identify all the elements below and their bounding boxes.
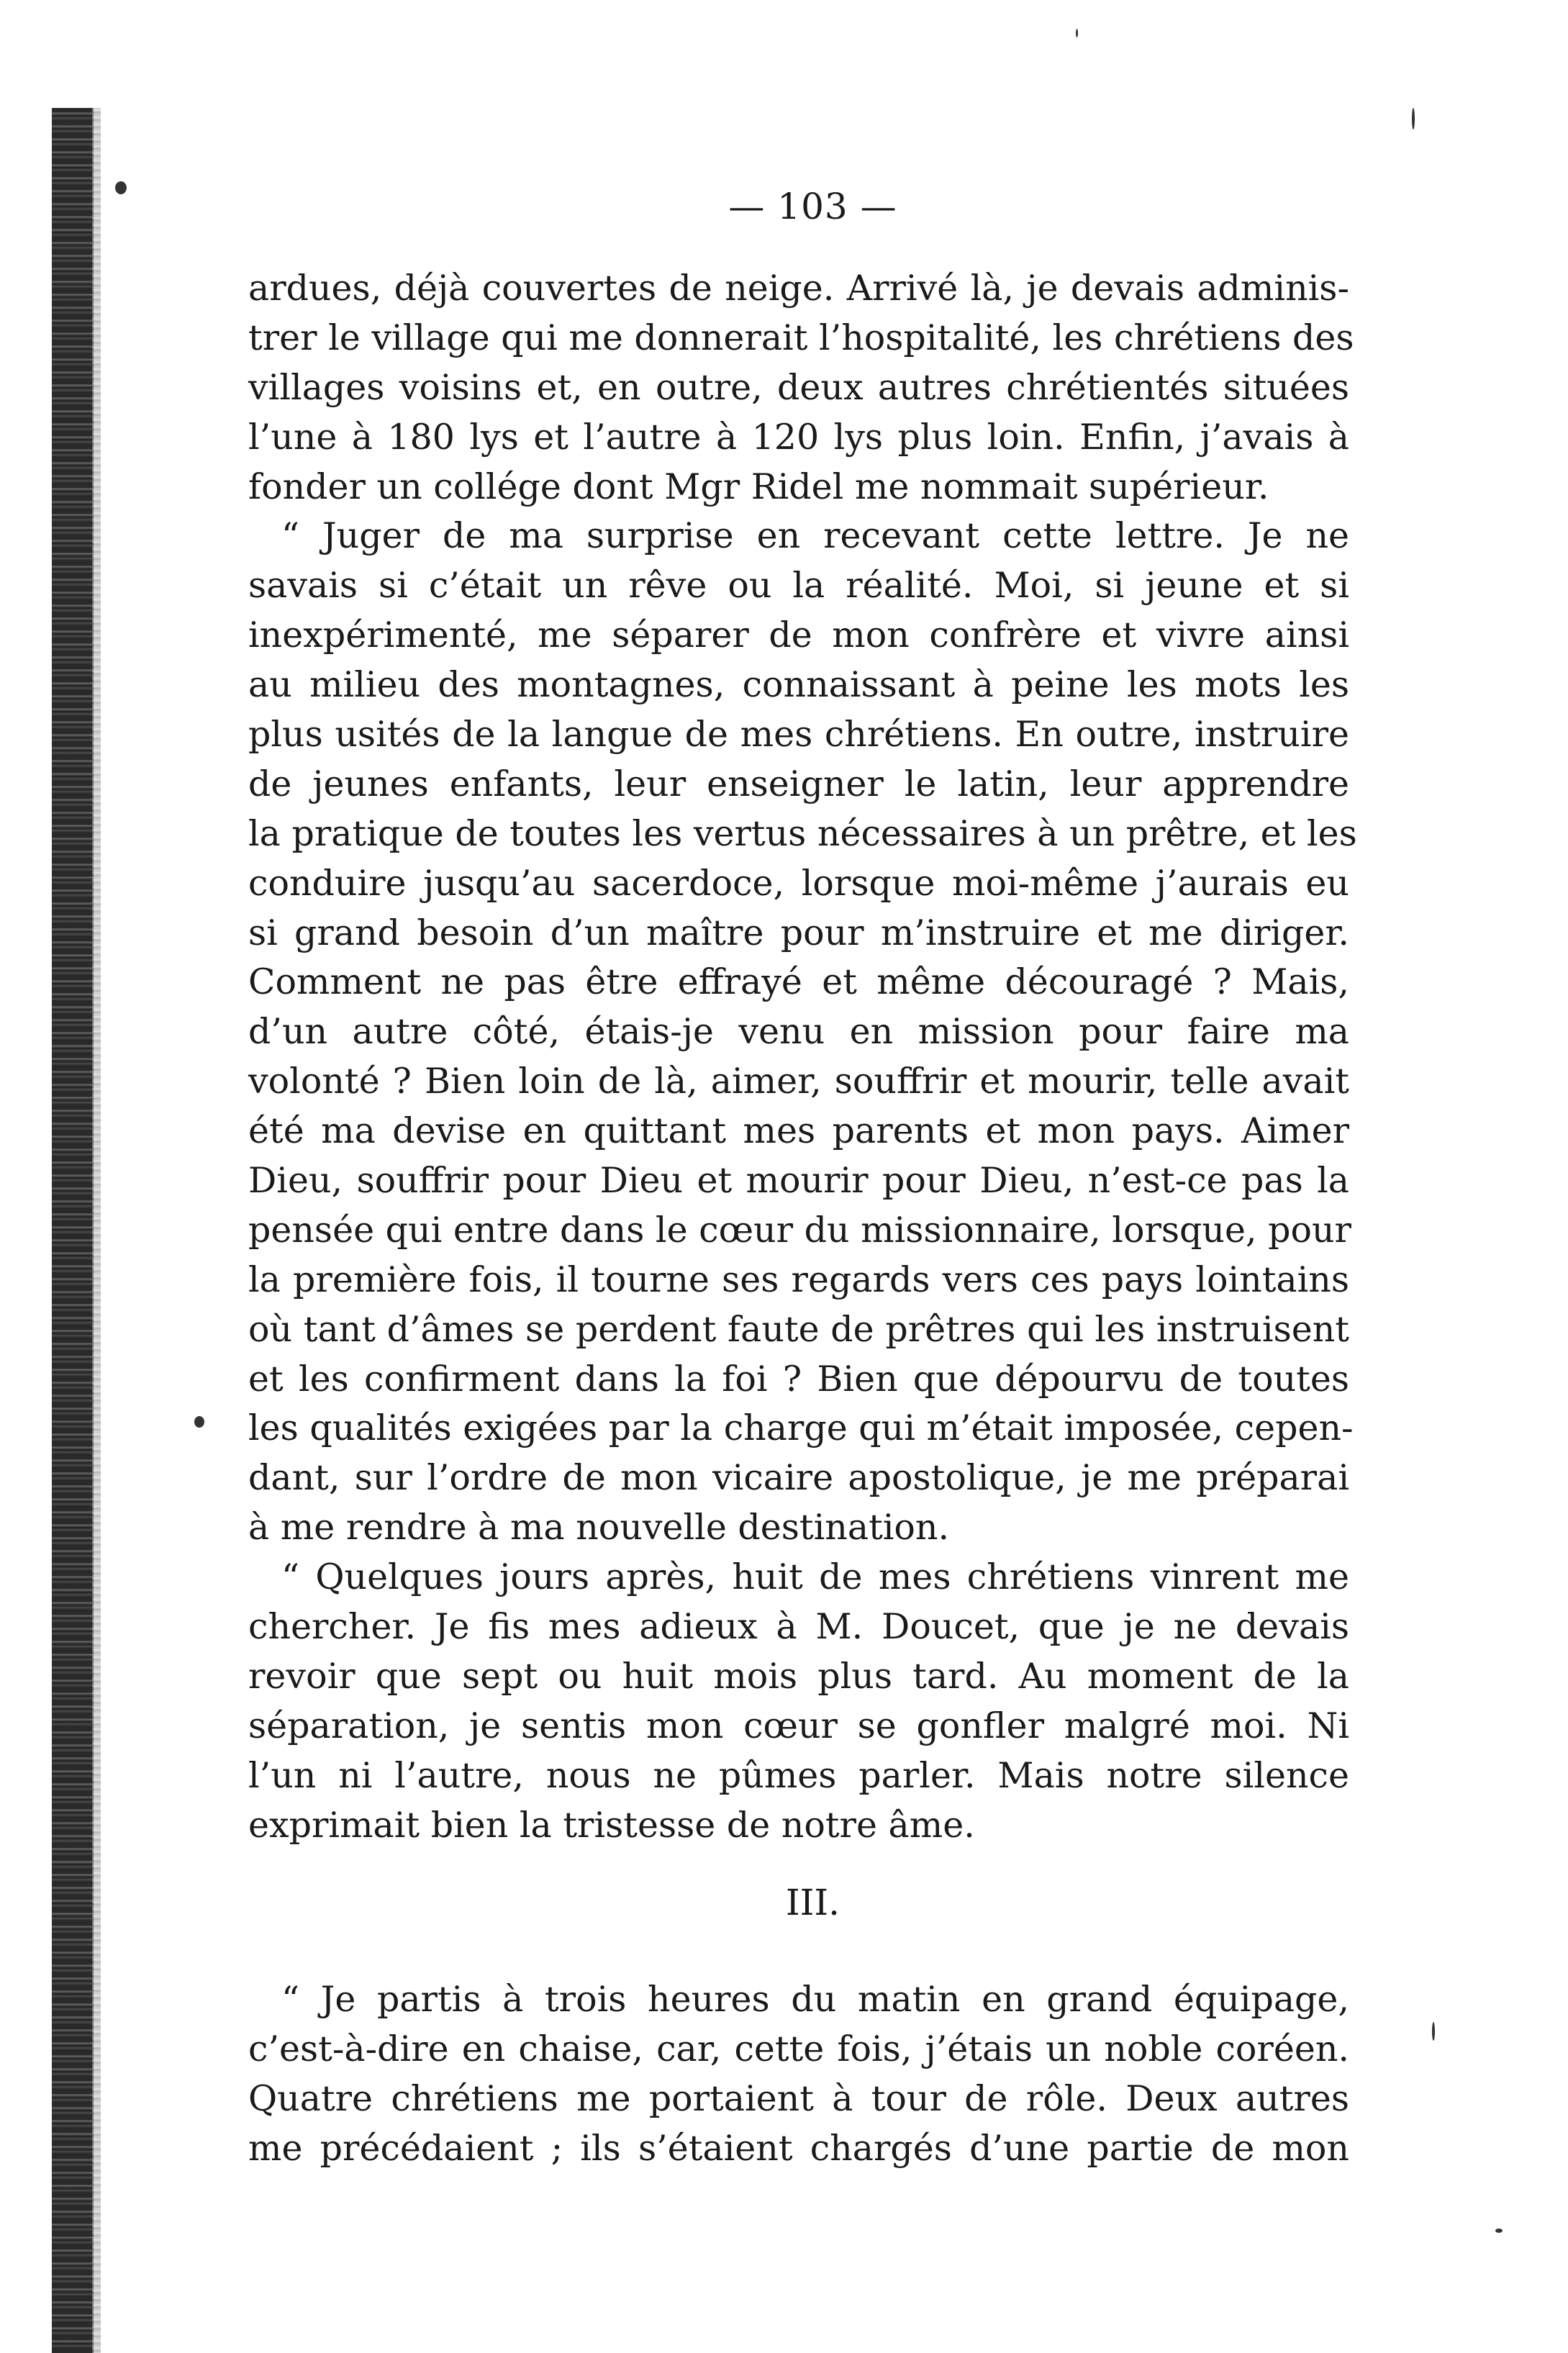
text-line: dant, sur l’ordre de mon vicaire apostolique, je me préparai [248, 1457, 1349, 1499]
text-line: et les confirment dans la foi ? Bien que dépourvu de toutes [248, 1358, 1349, 1400]
text-line: ardues, déjà couvertes de neige. Arrivé là, je devais adminis- [248, 268, 1349, 309]
text-line: au milieu des montagnes, connaissant à peine les mots les [248, 664, 1349, 706]
text-line: villages voisins et, en outre, deux autres chrétientés situées [248, 366, 1349, 408]
ink-speck [1412, 108, 1415, 130]
text-line: les qualités exigées par la charge qui m’était imposée, cepen- [248, 1407, 1354, 1449]
text-line: la première fois, il tourne ses regards vers ces pays lointains [248, 1259, 1349, 1300]
text-line: Dieu, souffrir pour Dieu et mourir pour Dieu, n’est-ce pas la [248, 1160, 1349, 1202]
text-line: l’un ni l’autre, nous ne pûmes parler. Mais notre silence [248, 1754, 1349, 1796]
body-text-block-two [248, 1975, 1349, 2174]
text-line: chercher. Je fis mes adieux à M. Doucet, que je ne devais [248, 1606, 1349, 1648]
ink-speck [1076, 29, 1078, 37]
text-line: “ Je partis à trois heures du matin en grand équipage, [281, 1979, 1349, 2020]
body-text-block-one [248, 264, 1357, 1851]
text-line: si grand besoin d’un maître pour m’instruire et me diriger. [248, 912, 1349, 953]
text-line: volonté ? Bien loin de là, aimer, souffrir et mourir, telle avait [248, 1061, 1349, 1102]
text-line: pensée qui entre dans le cœur du missionnaire, lorsque, pour [248, 1209, 1351, 1251]
text-line: la pratique de toutes les vertus nécessaires à un prêtre, et les [248, 812, 1357, 854]
text-line: d’un autre côté, étais-je venu en mission pour faire ma [248, 1011, 1349, 1053]
text-line: où tant d’âmes se perdent faute de prêtres qui les instruisent [248, 1308, 1349, 1350]
text-line: “ Juger de ma surprise en recevant cette lettre. Je ne [281, 515, 1349, 557]
text-line: Quatre chrétiens me portaient à tour de rôle. Deux autres [248, 2077, 1349, 2119]
text-line: exprimait bien la tristesse de notre âme. [248, 1804, 975, 1846]
text-line: c’est-à-dire en chaise, car, cette fois, j’étais un noble coréen. [248, 2028, 1349, 2069]
ink-speck [194, 1416, 204, 1428]
text-line: conduire jusqu’au sacerdoce, lorsque moi-même j’aurais eu [248, 862, 1349, 904]
text-line: savais si c’était un rêve ou la réalité. Moi, si jeune et si [248, 565, 1349, 607]
text-line: l’une à 180 lys et l’autre à 120 lys plus loin. Enfin, j’avais à [248, 416, 1349, 458]
text-line: de jeunes enfants, leur enseigner le latin, leur apprendre [248, 763, 1349, 804]
text-line: plus usités de la langue de mes chrétiens. En outre, instruire [248, 714, 1349, 756]
text-line: séparation, je sentis mon cœur se gonfler malgré moi. Ni [248, 1705, 1349, 1746]
text-line: fonder un collége dont Mgr Ridel me nommait supérieur. [248, 466, 1269, 507]
section-heading: III. [785, 1882, 840, 1923]
text-line: trer le village qui me donnerait l’hospitalité, les chrétiens des [248, 317, 1354, 358]
text-line: me précédaient ; ils s’étaient chargés d’une partie de mon [248, 2127, 1349, 2169]
page-number: — 103 — [728, 186, 897, 227]
text-line: Comment ne pas être effrayé et même découragé ? Mais, [248, 961, 1349, 1003]
text-line: inexpérimenté, me séparer de mon confrère et vivre ainsi [248, 615, 1349, 656]
text-line: “ Quelques jours après, huit de mes chrétiens vinrent me [281, 1556, 1349, 1598]
binding-edge [52, 108, 94, 2353]
text-line: à me rendre à ma nouvelle destination. [248, 1507, 950, 1549]
text-line: revoir que sept ou huit mois plus tard. Au moment de la [248, 1655, 1349, 1697]
ink-speck [1495, 2229, 1503, 2233]
ink-speck [1432, 2022, 1435, 2041]
text-line: été ma devise en quittant mes parents et mon pays. Aimer [248, 1110, 1349, 1152]
